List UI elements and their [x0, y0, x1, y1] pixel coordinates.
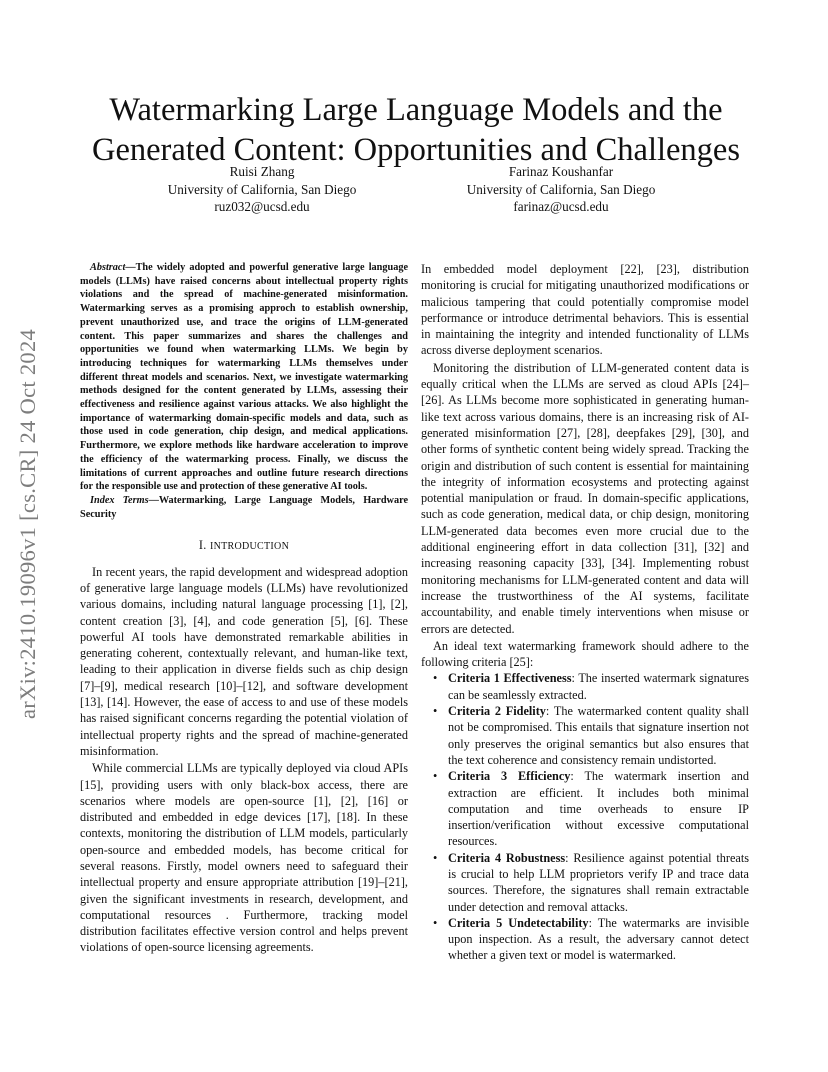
list-item	[421, 703, 749, 768]
body-paragraph: In embedded model deployment [22], [23], distribution monitoring is crucial for mitigating unauthorized modifications or malicious tampering that could potentially compromise model performance or introduce detrimental behaviors. This is essential in maintaining the integrity and intended functionality of LLMs across diverse deployment scenarios.	[421, 262, 749, 358]
body-paragraph: In recent years, the rapid development and widespread adoption of generative large language models (LLMs) have revolutionized various domains, including natural language processing [1], [2], content creation [3], [4], and code generation [5], [6]. These powerful AI tools have demonstrated remarkable abilities in generating coherent, contextually relevant, and human-like text, leading to their application in diverse fields such as chip design [7]–[9], medical research [10]–[12], and software development [13], [14]. However, the ease of access to and use of these models has raised significant concerns regarding the potential violation of intellectual property rights and the spread of machine-generated misinformation.	[80, 564, 408, 758]
abstract: Abstract—The widely adopted and powerful generative large language models (LLMs) have raised concerns about intellectual property rights violations and the spread of machine-generated misinformation. Watermarking serves as a promising approch to establish ownership, prevent unauthorized use, and trace the origins of LLM-generated content. This paper summarizes and shares the challenges and opportunities we found when watermarking LLMs. We begin by introducing techniques for watermarking LLMs themselves under different threat models and scenarios. Next, we investigate watermarking methods designed for the content generated by LLMs, assessing their effectiveness and resilience against various attacks. We also highlight the importance of watermarking domain-specific models and data, such as those used in code generation, chip design, and medical applications. Furthermore, we explore methods like hardware acceleration to improve the efficiency of the watermarking process. Finally, we discuss the limitations of current approaches and outline future research directions for the responsible use and protection of these generative AI tools.	[80, 262, 408, 493]
criteria-name: Criteria 2 Fidelity	[448, 704, 546, 719]
abstract-text: The widely adopted and powerful generative large language models (LLMs) have raised concerns about intellectual property rights violations and the spread of machine-generated misinformation. Watermarking serves as a promising approch to establish ownership, prevent unauthorized use, and trace the origins of LLM-generated content. This paper summarizes and shares the challenges and opportunities we found when watermarking LLMs. We begin by introducing techniques for watermarking LLMs themselves under different threat models and scenarios. Next, we investigate watermarking methods designed for the content generated by LLMs, assessing their effectiveness and resilience against various attacks. We also highlight the importance of watermarking domain-specific models and data, such as those used in code generation, chip design, and medical applications. Furthermore, we explore methods like hardware acceleration to improve the efficiency of the watermarking process. Finally, we discuss the limitations of current approaches and outline future research directions for the responsible use and protection of these generative AI tools.	[80, 262, 408, 493]
criteria-name: Criteria 1 Effectiveness	[448, 671, 572, 686]
author-block	[112, 163, 412, 216]
criteria-name: Criteria 4 Robustness	[448, 850, 566, 865]
index-terms: Index Terms—Watermarking, Large Language Models, Hardware Security	[80, 494, 408, 520]
author-name: Farinaz Koushanfar	[508, 164, 614, 179]
criteria-text: : The inserted watermark signatures can be seamlessly extracted.	[448, 671, 749, 702]
list-item	[421, 768, 749, 849]
author-email[interactable]: farinaz@ucsd.edu	[513, 199, 609, 214]
section-number: I.	[198, 538, 207, 553]
section-heading	[80, 537, 408, 555]
criteria-name: Criteria 3 Efficiency	[448, 769, 571, 784]
arxiv-id-text: arXiv:2410.19096v1 [cs.CR] 24 Oct 2024	[15, 328, 40, 720]
author-affiliation: University of California, San Diego	[466, 181, 656, 197]
author-affiliation: University of California, San Diego	[167, 181, 357, 197]
author-block	[411, 163, 711, 216]
criteria-list	[421, 670, 749, 963]
body-paragraph: An ideal text watermarking framework should adhere to the following criteria [25]:	[421, 638, 749, 670]
author-name: Ruisi Zhang	[229, 164, 295, 179]
body-paragraph: While commercial LLMs are typically deployed via cloud APIs [15], providing users with only black-box access, there are scenarios where models are open-source [1], [2], [16] or distributed and embedded in edge devices [17], [18]. In these contexts, monitoring the distribution of LLM models, particularly open-source and embedded models, has become critical for several reasons. Firstly, model owners need to safeguard their intellectual property and ensure appropriate attribution [19]–[21], given the significant investments in research, development, and computational resources . Furthermore, tracking model distribution facilitates effective version control and helps prevent violations of open-source licensing agreements.	[80, 761, 408, 955]
author-email[interactable]: ruz032@ucsd.edu	[214, 199, 310, 214]
index-terms-text: Watermarking, Large Language Models, Hardware Security	[80, 494, 408, 520]
left-column	[80, 261, 408, 956]
list-item	[421, 915, 749, 964]
list-item	[421, 670, 749, 703]
criteria-text: : Resilience against potential threats is crucial to help LLM proprietors verify IP and trace data sources. Therefore, the signatures shall remain extractable under detection and removal attacks.	[448, 850, 749, 914]
index-terms-label: Index Terms	[90, 494, 149, 506]
abstract-label: Abstract	[90, 262, 126, 273]
criteria-text: : The watermarks are invisible upon inspection. As a result, the adversary cannot detect whether a given text or model is watermarked.	[448, 915, 750, 963]
criteria-text: : The watermarked content quality shall not be compromised. This entails that signature insertion not only preserves the original semantics but also ensures that the text coherence and consistency remain undistorted.	[448, 704, 749, 767]
arxiv-sidebar-stamp	[11, 290, 45, 758]
criteria-text: : The watermark insertion and extraction are efficient. It includes both minimal computation and time overheads to ensure IP insertion/verification without excessive computational resources.	[448, 769, 749, 849]
list-item	[421, 850, 749, 915]
criteria-name: Criteria 5 Undetectability	[448, 915, 589, 930]
section-title: INTRODUCTION	[209, 541, 290, 553]
body-paragraph: Monitoring the distribution of LLM-generated content data is equally critical when the LLMs are served as cloud APIs [24]–[26]. As LLMs become more sophisticated in generating human-like text across various domains, there is an increasing risk of AI-generated misinformation [27], [28], deepfakes [29], [30], and other forms of synthetic content being widely spread. Tracking the origin and distribution of such content is essential for maintaining the integrity of information ecosystems and protecting against potential manipulation or fraud. In domain-specific applications, such as code generation, medical data, or chip design, monitoring LLM-generated data becomes even more crucial due to the additional engineering effort in data collection [31], [32] and increasing reasoning capacity [33], [34]. Implementing robust monitoring mechanisms for LLM-generated content and data will increase the trustworthiness of the AI systems, facilitate accountability, and enable timely interventions when misuse or errors are detected.	[421, 360, 749, 636]
right-column	[421, 261, 749, 964]
paper-title: Watermarking Large Language Models and the Generated Content: Opportunities and Challenges	[91, 91, 741, 168]
